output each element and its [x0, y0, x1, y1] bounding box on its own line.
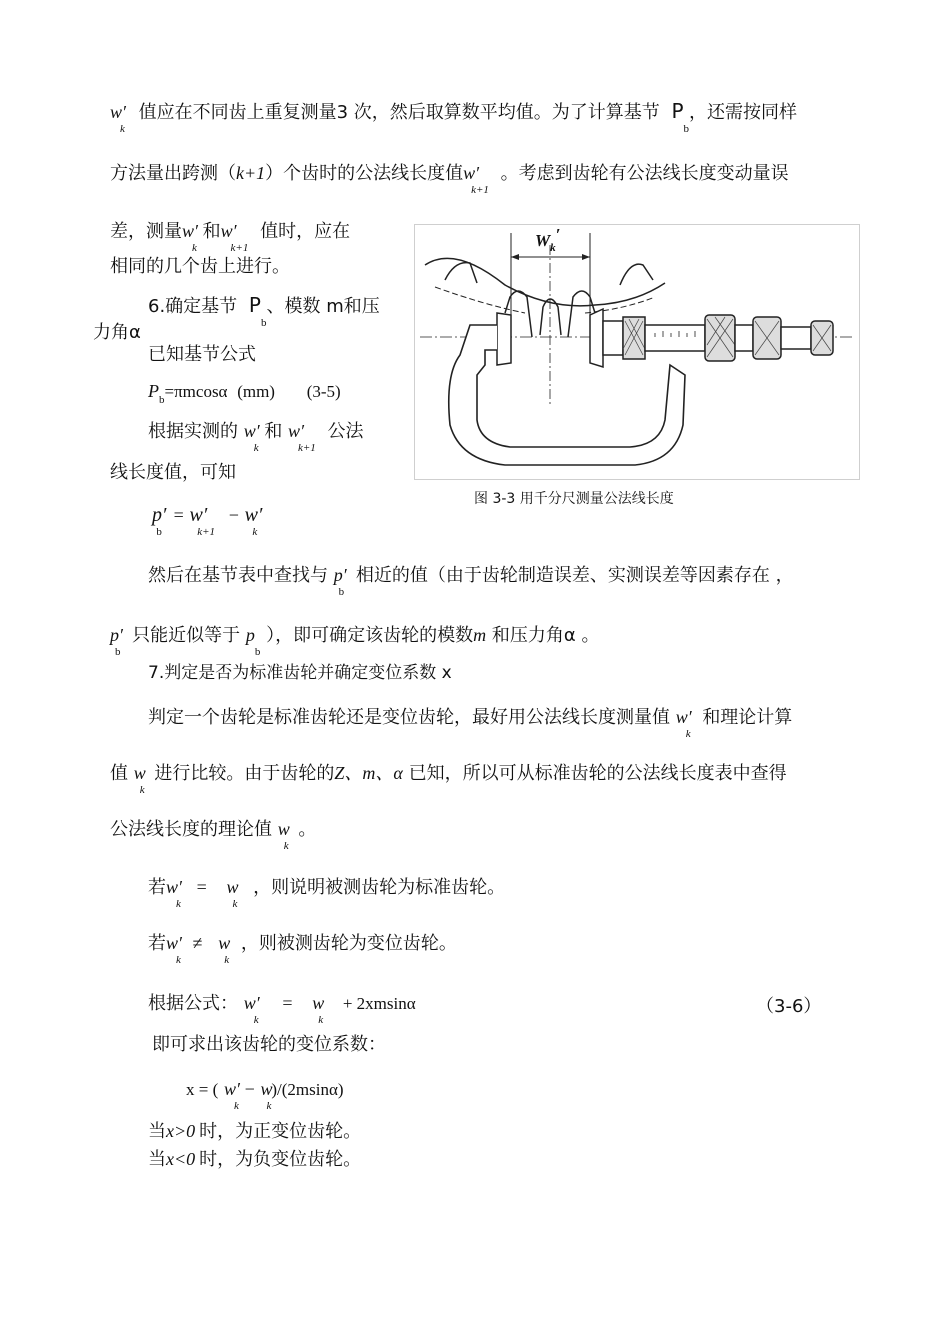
- sub-b: b: [159, 394, 165, 406]
- w-k-prime: w′: [675, 707, 692, 727]
- line-2-text-a: 方法量出跨测（: [110, 163, 236, 184]
- sub-k: k: [252, 526, 258, 538]
- section-7-heading: [148, 662, 452, 684]
- x-formula-a: x = (: [186, 1080, 219, 1099]
- w-k-prime: w′: [166, 877, 182, 897]
- judge-text-e: 已知，所以可从标准齿轮的公法线长度表中查得: [408, 763, 787, 784]
- sub-k: k: [253, 442, 259, 454]
- w-symbol: w: [312, 993, 325, 1013]
- sub-k: k: [233, 1100, 239, 1112]
- m-symbol: m: [473, 625, 487, 645]
- formula-3-6-number: [756, 996, 821, 1018]
- w-k-prime: w′: [182, 221, 198, 241]
- positive-line: [148, 1120, 361, 1143]
- measured-text-c: 线长度值，可知: [110, 462, 236, 483]
- P-b-symbol: P: [248, 293, 261, 317]
- formula-3-5-eq: =πmcosα: [164, 382, 228, 401]
- sub-k: k: [224, 954, 230, 966]
- line-3-text-b: 值时，应在: [260, 221, 351, 242]
- if-text: 若: [148, 933, 166, 954]
- formula-number: （3-6）: [756, 996, 822, 1017]
- judge-line-3: [110, 818, 317, 852]
- w-k-prime: w′: [166, 933, 182, 953]
- known-formula-text: [148, 344, 256, 366]
- judge-line-2: [110, 762, 787, 796]
- p-prime: p′: [333, 565, 347, 585]
- P-symbol: P: [148, 381, 159, 401]
- and-word: 和: [264, 421, 283, 442]
- judge-text-f: 公法线长度的理论值: [110, 819, 272, 840]
- and-word: 和: [202, 221, 221, 242]
- z-m-alpha: Z、m、α: [334, 763, 403, 783]
- sub-k1: k+1: [298, 442, 316, 454]
- sub-b: b: [260, 317, 267, 329]
- k-plus-1: k+1: [236, 163, 266, 183]
- when-text: 当: [148, 1149, 166, 1170]
- w-k1-prime: w′: [189, 504, 208, 526]
- judge-line-1: [148, 706, 793, 740]
- w-k1-prime: w′: [288, 421, 304, 441]
- sub-k: k: [266, 1100, 272, 1112]
- when-text: 当: [148, 1121, 166, 1142]
- find-text-c: 只能近似等于: [132, 625, 241, 646]
- minus-sign: −: [244, 1079, 255, 1099]
- section-6-heading-cont: [93, 322, 141, 344]
- equals-sign: =: [196, 877, 207, 897]
- judge-text-d: 进行比较。由于齿轮的: [154, 763, 335, 784]
- formula-3-5: [148, 380, 341, 405]
- equals-sign: =: [173, 505, 184, 525]
- find-text-b: 相近的值（由于齿轮制造误差、实测误差等因素存在 ，: [355, 565, 794, 586]
- section-6-text-c: 力角α: [93, 322, 141, 343]
- judge-text-a: 判定一个齿轮是标准齿轮还是变位齿轮，最好用公法线长度测量值: [148, 707, 670, 728]
- measured-text-a: 根据实测的: [148, 421, 238, 442]
- sub-k: k: [318, 1014, 324, 1026]
- measured-line-2: [110, 462, 236, 484]
- judge-text-b: 和理论计算: [702, 707, 793, 728]
- positive-text: 时，为正变位齿轮。: [199, 1121, 362, 1142]
- sub-k: k: [175, 898, 181, 910]
- w-k1-prime: w′: [463, 163, 480, 183]
- if-text: 若: [148, 877, 166, 898]
- line-2-text-b: ）个齿时的公法线长度值: [265, 163, 464, 184]
- minus-sign: −: [228, 505, 239, 525]
- known-text: 已知基节公式: [148, 344, 256, 365]
- x-positive: x>0: [166, 1121, 196, 1141]
- negative-line: [148, 1148, 361, 1171]
- if-not-equal-text: ，则被测齿轮为变位齿轮。: [240, 933, 457, 954]
- not-equals-sign: ≠: [192, 933, 203, 953]
- line-4: [110, 256, 290, 278]
- w-k-prime: w′: [243, 993, 260, 1013]
- x-formula: [186, 1078, 344, 1112]
- w-symbol: w: [218, 933, 231, 953]
- figure-micrometer: [414, 224, 860, 480]
- w-k-prime: w′: [244, 504, 263, 526]
- sub-k: k: [191, 242, 197, 254]
- w-k-prime: w′: [110, 102, 126, 122]
- sub-k: k: [175, 954, 181, 966]
- judge-text-g: 。: [298, 819, 317, 840]
- section-6-text-b: 、模数 m和压: [266, 296, 380, 317]
- negative-text: 时，为负变位齿轮。: [199, 1149, 362, 1170]
- pb-formula: [152, 504, 263, 538]
- P-b-symbol: P: [671, 99, 684, 123]
- sub-k: k: [139, 784, 145, 796]
- equals-sign: =: [282, 993, 293, 1013]
- label-sub-k: k: [550, 242, 556, 254]
- find-line-2: [110, 624, 600, 658]
- sub-k: k: [283, 840, 289, 852]
- line-1-tail: ，还需按同样: [689, 102, 798, 123]
- judge-text-c: 值: [110, 763, 128, 784]
- x-negative: x<0: [166, 1149, 196, 1169]
- w-symbol: w: [133, 763, 146, 783]
- formula-3-6-prefix: 根据公式：: [148, 993, 238, 1014]
- formula-3-5-number: (3-5): [306, 382, 341, 401]
- w-k-prime: w′: [243, 421, 260, 441]
- line-2: [110, 162, 789, 196]
- section-7-text: 7.判定是否为标准齿轮并确定变位系数 x: [148, 663, 452, 683]
- measured-text-b: 公法: [327, 421, 364, 442]
- line-2-text-c: 。考虑到齿轮有公法线长度变动量误: [500, 163, 789, 184]
- sub-k1: k+1: [197, 526, 216, 538]
- w-k1-prime: w′: [220, 221, 237, 241]
- p-symbol: p: [245, 625, 255, 645]
- sub-k: k: [253, 1014, 259, 1026]
- if-equal-line: [148, 876, 506, 910]
- find-line-1: [148, 564, 794, 598]
- solve-text: 即可求出该齿轮的变位系数：: [152, 1034, 386, 1055]
- formula-3-6-tail: + 2xmsinα: [342, 994, 416, 1013]
- sub-k1: k+1: [471, 184, 489, 196]
- find-text-a: 然后在基节表中查找与: [148, 565, 328, 586]
- figure-dimension-label: [535, 225, 561, 254]
- section-6-heading: [148, 293, 380, 329]
- sub-b: b: [254, 646, 261, 658]
- line-3: [110, 220, 351, 254]
- w-symbol: w: [277, 819, 290, 839]
- micrometer-drawing: [415, 225, 859, 479]
- sub-b: b: [683, 123, 690, 135]
- section-6-text-a: 6.确定基节: [148, 296, 238, 317]
- if-equal-text: ，则说明被测齿轮为标准齿轮。: [253, 877, 506, 898]
- p-prime: p′: [110, 625, 123, 645]
- line-4-text: 相同的几个齿上进行。: [110, 256, 290, 277]
- label-W: W: [535, 231, 551, 250]
- sub-b: b: [114, 646, 121, 658]
- label-prime: ′: [555, 225, 561, 244]
- formula-3-6: [148, 992, 416, 1026]
- line-1: [110, 99, 798, 135]
- sub-b: b: [156, 526, 162, 538]
- find-text-d: ），即可确定该齿轮的模数: [266, 625, 474, 646]
- line-3-text-a: 差，测量: [110, 221, 182, 242]
- w-symbol: w: [226, 877, 239, 897]
- sub-k: k: [232, 898, 238, 910]
- caption-text: 图 3-3 用千分尺测量公法线长度: [474, 491, 674, 507]
- formula-3-5-unit: (mm): [237, 382, 275, 401]
- if-not-equal-line: [148, 932, 457, 966]
- p-prime: p′: [152, 504, 167, 526]
- sub-b: b: [338, 586, 345, 598]
- find-text-e: 和压力角α 。: [491, 625, 600, 646]
- measured-line: [148, 420, 364, 454]
- x-formula-b: )/(2msinα): [271, 1080, 344, 1099]
- figure-caption: [474, 488, 674, 508]
- sub-k: k: [119, 123, 125, 135]
- solve-line: [152, 1034, 386, 1056]
- sub-k1: k+1: [230, 242, 249, 254]
- sub-k: k: [685, 728, 691, 740]
- line-1-text: 值应在不同齿上重复测量3 次，然后取算数平均值。为了计算基节: [138, 102, 660, 123]
- w-k-prime: w′: [223, 1079, 240, 1099]
- w-symbol: w: [260, 1079, 273, 1099]
